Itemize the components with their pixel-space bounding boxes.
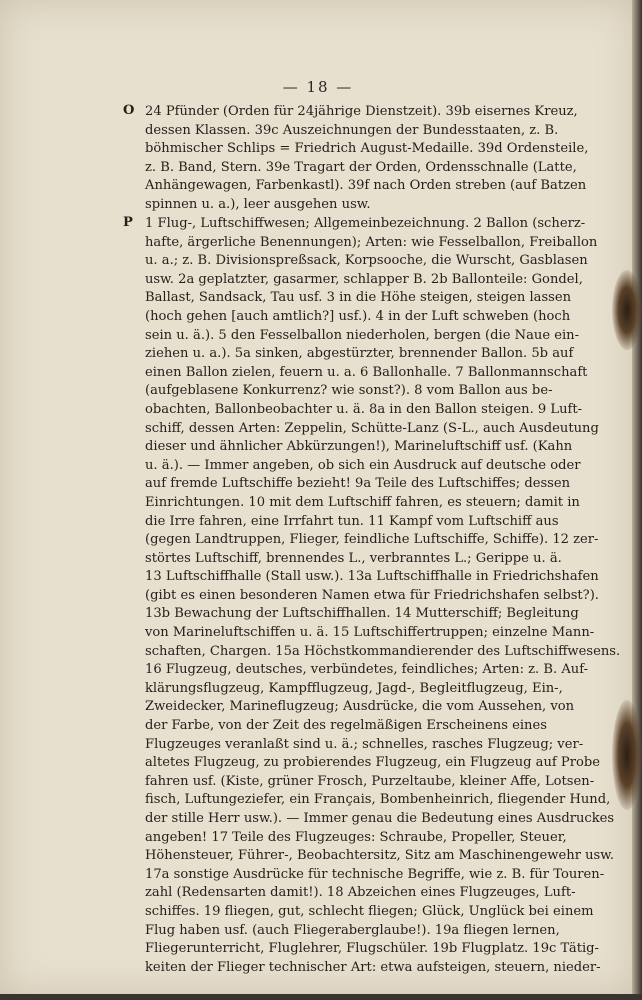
text-line: Flug haben usf. (auch Fliegeraberglaube!). 19a fliegen lernen, [145,922,560,938]
text-line: 1 Flug-, Luftschiffwesen; Allgemeinbezeichnung. 2 Ballon (scherz- [145,216,586,231]
text-line: fisch, Luftungeziefer, ein Français, Bombenheinrich, fliegender Hund, [145,792,611,808]
text-line: ziehen u. a.). 5a sinken, abgestürzter, brennender Ballon. 5b auf [145,346,574,362]
text-line: der stille Herr usw.). — Immer genau die Bedeutung eines Ausdruckes [145,811,615,826]
text-line: (gibt es einen besonderen Namen etwa für Friedrichshafen selbst?). [145,587,599,603]
section-letter-p: P [123,215,133,230]
text-line: (gegen Landtruppen, Flieger, feindliche Luftschiffe, Schiffe). 12 zer- [145,532,599,548]
text-line: z. B. Band, Stern. 39e Tragart der Orden, Ordensschnalle (Latte, [145,159,577,175]
text-line: böhmischer Schlips = Friedrich August-Medaille. 39d Ordensteile, [145,141,589,157]
text-line: 13 Luftschiffhalle (Stall usw.). 13a Luftschiffhalle in Friedrichshafen [145,569,599,585]
page-number: — 18 — [282,78,354,96]
text-line: dieser und ähnlicher Abkürzungen!), Marineluftschiff usf. (Kahn [145,439,573,455]
text-line: zahl (Redensarten damit!). 18 Abzeichen eines Flugzeuges, Luft- [145,885,576,901]
text-line: Flugzeuges veranlaßt sind u. ä.; schnelles, rasches Flugzeug; ver- [145,736,584,752]
text-line: Fliegerunterricht, Fluglehrer, Flugschüler. 19b Flugplatz. 19c Tätig- [145,941,599,957]
text-line: u. ä.). — Immer angeben, ob sich ein Ausdruck auf deutsche oder [145,457,581,473]
section-letter-o: O [123,103,135,118]
burn-stain-upper [612,270,642,350]
text-line: 24 Pfünder (Orden für 24jährige Dienstzeit). 39b eisernes Kreuz, [145,104,578,119]
text-line: u. a.; z. B. Divisionspreßsack, Korpsooche, die Wurscht, Gasblasen [145,253,588,269]
text-line: spinnen u. a.), leer ausgehen usw. [145,196,371,212]
section-p-text [145,215,621,977]
text-line: obachten, Ballonbeobachter u. ä. 8a in den Ballon steigen. 9 Luft- [145,401,583,417]
text-line: keiten der Flieger technischer Art: etwa aufsteigen, steuern, nieder- [145,959,601,975]
text-line: sein u. ä.). 5 den Fesselballon niederholen, bergen (die Naue ein- [145,327,580,343]
page-edge-bottom [0,994,642,1000]
text-line: auf fremde Luftschiffe bezieht! 9a Teile des Luftschiffes; dessen [145,476,571,492]
text-line: altetes Flugzeug, zu probierendes Flugzeug, ein Flugzeug auf Probe [145,755,601,771]
text-line: angeben! 17 Teile des Flugzeuges: Schraube, Propeller, Steuer, [145,829,567,845]
text-line: (aufgeblasene Konkurrenz? wie sonst?). 8 vom Ballon aus be- [145,383,553,399]
text-line: Einrichtungen. 10 mit dem Luftschiff fahren, es steuern; damit in [145,494,580,510]
text-line: klärungsflugzeug, Kampfflugzeug, Jagd-, Begleitflugzeug, Ein-, [145,680,563,696]
text-line: der Farbe, von der Zeit des regelmäßigen Erscheinens eines [145,718,547,734]
text-line: störtes Luftschiff, brennendes L., verbranntes L.; Gerippe u. ä. [145,550,562,566]
page-edge-right [632,0,642,1000]
text-line: die Irre fahren, eine Irrfahrt tun. 11 Kampf vom Luftschiff aus [145,513,559,529]
text-line: von Marineluftschiffen u. ä. 15 Luftschiffertruppen; einzelne Mann- [145,625,595,641]
text-line: schaften, Chargen. 15a Höchstkommandierender des Luftschiffwesens. [145,643,621,659]
burn-stain-lower [612,700,642,810]
text-line: 13b Bewachung der Luftschiffhallen. 14 Mutterschiff; Begleitung [145,606,579,622]
text-line: fahren usf. (Kiste, grüner Frosch, Purzeltaube, kleiner Affe, Lotsen- [145,773,595,789]
text-line: dessen Klassen. 39c Auszeichnungen der Bundesstaaten, z. B. [145,122,559,138]
text-line: schiffes. 19 fliegen, gut, schlecht fliegen; Glück, Unglück bei einem [145,903,594,919]
text-line: 17a sonstige Ausdrücke für technische Begriffe, wie z. B. für Touren- [145,866,605,882]
section-o-text [145,103,589,215]
text-line: Anhängewagen, Farbenkastl). 39f nach Orden streben (auf Batzen [145,178,587,194]
text-line: schiff, dessen Arten: Zeppelin, Schütte-Lanz (S-L., auch Ausdeutung [145,420,599,436]
text-line: (hoch gehen [auch amtlich?] usf.). 4 in der Luft schweben (hoch [145,308,571,324]
text-line: einen Ballon zielen, feuern u. a. 6 Ballonhalle. 7 Ballonmannschaft [145,364,588,380]
text-line: Ballast, Sandsack, Tau usf. 3 in die Höhe steigen, steigen lassen [145,290,572,306]
text-line: hafte, ärgerliche Benennungen); Arten: wie Fesselballon, Freiballon [145,234,598,250]
text-line: Zweidecker, Marineflugzeug; Ausdrücke, die vom Aussehen, von [145,699,575,715]
text-line: usw. 2a geplatzter, gasarmer, schlapper B. 2b Ballonteile: Gondel, [145,271,583,287]
text-line: 16 Flugzeug, deutsches, verbündetes, feindliches; Arten: z. B. Auf- [145,662,589,678]
text-line: Höhensteuer, Führer-, Beobachtersitz, Sitz am Maschinengewehr usw. [145,848,615,864]
